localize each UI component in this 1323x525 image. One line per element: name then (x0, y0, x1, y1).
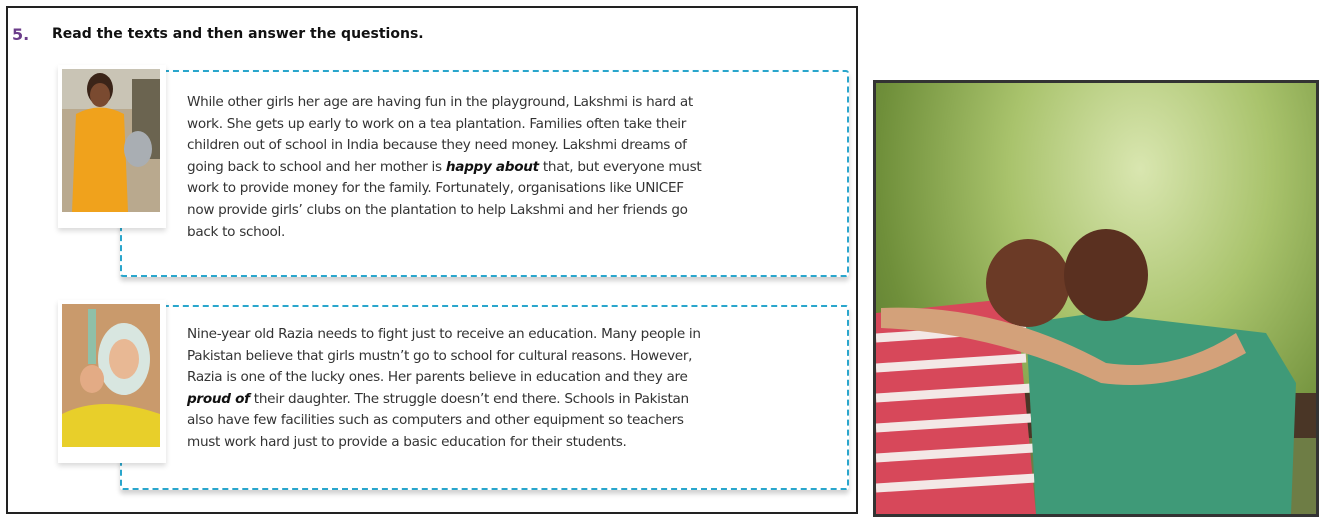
text-segment: work to provide money for the family. Fortunately, organisations like UNICEF (187, 180, 684, 197)
exercise-panel (6, 6, 858, 514)
text-line (187, 135, 701, 157)
text-segment: now provide girls’ clubs on the plantation to help Lakshmi and her friends go (187, 201, 688, 218)
text-line (187, 410, 701, 432)
text-segment: must work hard just to provide a basic education for their students. (187, 433, 627, 450)
boys-on-bench-illustration (876, 83, 1316, 514)
text-segment: children out of school in India because they need money. Lakshmi dreams of (187, 137, 687, 154)
text-line (187, 157, 701, 179)
text-segment: Razia is one of the lucky ones. Her parents believe in education and they are (187, 369, 688, 386)
text-segment: Pakistan believe that girls mustn’t go to school for cultural reasons. However, (187, 347, 693, 364)
text-segment: that, but everyone must (538, 158, 702, 175)
text-lakshmi (187, 92, 701, 243)
text-line (187, 389, 701, 411)
razia-photo-card (58, 300, 166, 463)
text-line (187, 346, 701, 368)
text-segment: back to school. (187, 223, 285, 240)
lakshmi-photo-card (58, 65, 166, 228)
girl-with-water-pot-photo (62, 69, 160, 212)
emphasized-phrase: happy about (445, 158, 539, 175)
text-line (187, 114, 701, 136)
girl-in-headscarf-photo (62, 304, 160, 447)
text-segment: Nine-year old Razia needs to fight just to receive an education. Many people in (187, 326, 701, 342)
emphasized-phrase: proud of (187, 390, 250, 407)
text-line (187, 178, 701, 200)
text-segment: their daughter. The struggle doesn’t end there. Schools in Pakistan (249, 390, 689, 407)
text-line (187, 222, 701, 244)
text-line (187, 92, 701, 114)
text-line (187, 367, 701, 389)
text-segment: going back to school and her mother is (187, 158, 446, 175)
exercise-number: 5. (12, 25, 30, 44)
two-boys-on-bench-photo (873, 80, 1319, 517)
text-segment: work. She gets up early to work on a tea plantation. Families often take their (187, 115, 687, 132)
text-razia (187, 324, 701, 454)
text-segment: While other girls her age are having fun in the playground, Lakshmi is hard at (187, 94, 693, 110)
text-line (187, 324, 701, 346)
text-line (187, 200, 701, 222)
exercise-instruction: Read the texts and then answer the questions. (52, 26, 424, 42)
text-line (187, 432, 701, 454)
text-segment: also have few facilities such as computers and other equipment so teachers (187, 412, 684, 429)
